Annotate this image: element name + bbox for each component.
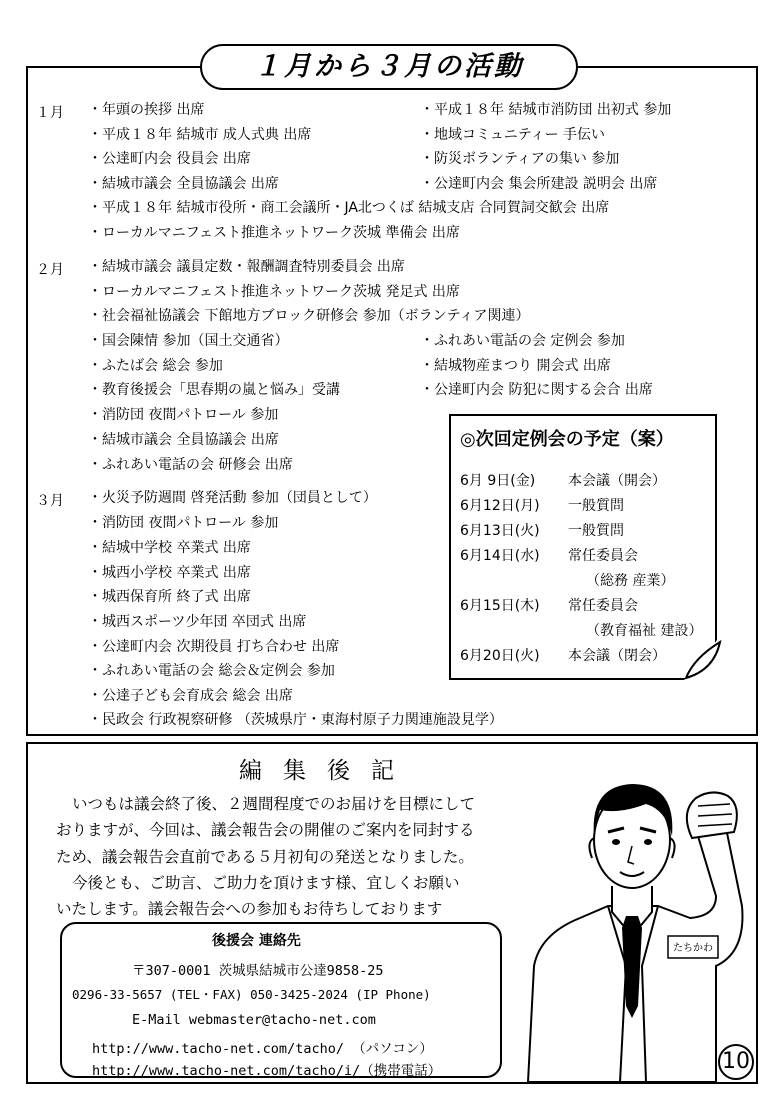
name-tag-text: たちかわ xyxy=(673,943,713,954)
list-item: ・平成１８年 結城市役所・商工会議所・JA北つくば 結城支店 合同賀詞交歓会 出席 xyxy=(88,200,610,216)
schedule-event: 本会議（閉会） xyxy=(568,648,666,664)
list-item: ・地域コミュニティー 手伝い xyxy=(420,127,606,143)
schedule-event: 一般質問 xyxy=(568,498,624,514)
list-item: ・ふれあい電話の会 定例会 参加 xyxy=(420,333,625,349)
schedule-event: 本会議（開会） xyxy=(568,473,666,489)
list-item: ・公達子ども会育成会 総会 出席 xyxy=(88,688,293,704)
list-item: ・ローカルマニフェスト推進ネットワーク茨城 発足式 出席 xyxy=(88,284,460,300)
list-item: ・年頭の挨拶 出席 xyxy=(88,102,205,118)
list-item: ・平成１８年 結城市消防団 出初式 参加 xyxy=(420,102,672,118)
list-item: ・民政会 行政視察研修 （茨城県庁・東海村原子力関連施設見学） xyxy=(88,712,503,728)
schedule-event: （総務 産業） xyxy=(586,573,675,589)
notes-line: いつもは議会終了後、２週間程度でのお届けを目標にして xyxy=(72,795,476,813)
contact-url-pc: http://www.tacho-net.com/tacho/ （パソコン） xyxy=(92,1041,433,1057)
list-item: ・国会陳情 参加（国土交通省） xyxy=(88,333,289,349)
list-item: ・結城中学校 卒業式 出席 xyxy=(88,540,251,556)
notes-line: いたします。議会報告会への参加もお待ちしております xyxy=(56,900,443,918)
notes-line: ため、議会報告会直前である５月初旬の発送となりました。 xyxy=(56,848,474,866)
month-label-mar: ３月 xyxy=(36,493,64,509)
contact-phones: 0296-33-5657 (TEL・FAX) 050-3425-2024 (IP Phone) xyxy=(72,987,431,1002)
list-item: ・城西小学校 卒業式 出席 xyxy=(88,565,251,581)
page-curl-icon xyxy=(684,640,724,684)
man-in-suit-illustration xyxy=(520,766,756,1082)
month-label-feb: ２月 xyxy=(36,262,64,278)
list-item: ・城西保育所 終了式 出席 xyxy=(88,589,251,605)
schedule-date: 6月12日(月) xyxy=(460,498,540,514)
list-item: ・火災予防週間 啓発活動 参加（団員として） xyxy=(88,490,377,506)
schedule-date: 6月 9日(金) xyxy=(460,473,536,489)
schedule-title: ◎次回定例会の予定（案） xyxy=(460,429,674,450)
list-item: ・ふれあい電話の会 研修会 出席 xyxy=(88,457,293,473)
list-item: ・消防団 夜間パトロール 参加 xyxy=(88,407,279,423)
contact-address: 〒307-0001 茨城県結城市公達9858-25 xyxy=(132,963,384,979)
list-item: ・結城市議会 全員協議会 出席 xyxy=(88,176,279,192)
schedule-date: 6月20日(火) xyxy=(460,648,540,664)
schedule-event: （教育福祉 建設） xyxy=(586,623,703,639)
schedule-date: 6月15日(木) xyxy=(460,598,540,614)
list-item: ・結城物産まつり 開会式 出席 xyxy=(420,358,611,374)
contact-url-mobile: http://www.tacho-net.com/tacho/i/（携帯電話） xyxy=(92,1063,442,1079)
notes-line: おりますが、今回は、議会報告会の開催のご案内を同封する xyxy=(56,821,475,839)
month-label-jan: １月 xyxy=(36,105,64,121)
list-item: ・消防団 夜間パトロール 参加 xyxy=(88,515,279,531)
list-item: ・公達町内会 次期役員 打ち合わせ 出席 xyxy=(88,639,340,655)
list-item: ・ふたば会 総会 参加 xyxy=(88,358,223,374)
contact-heading: 後援会 連絡先 xyxy=(212,933,301,949)
schedule-date: 6月14日(水) xyxy=(460,548,540,564)
list-item: ・ふれあい電話の会 総会＆定例会 参加 xyxy=(88,663,335,679)
list-item: ・公達町内会 集会所建設 説明会 出席 xyxy=(420,176,658,192)
schedule-event: 常任委員会 xyxy=(568,548,638,564)
page-number: 10 xyxy=(718,1044,754,1080)
page-title: １月から３月の活動 xyxy=(200,44,578,90)
contact-email: E-Mail webmaster@tacho-net.com xyxy=(132,1012,376,1028)
notes-line: 今後とも、ご助言、ご助力を頂けます様、宜しくお願い xyxy=(72,874,460,892)
notes-title: 編集後記 xyxy=(239,758,415,784)
list-item: ・ローカルマニフェスト推進ネットワーク茨城 準備会 出席 xyxy=(88,225,460,241)
list-item: ・公達町内会 防犯に関する会合 出席 xyxy=(420,382,653,398)
list-item: ・平成１８年 結城市 成人式典 出席 xyxy=(88,127,312,143)
list-item: ・防災ボランティアの集い 参加 xyxy=(420,151,620,167)
schedule-event: 一般質問 xyxy=(568,523,624,539)
list-item: ・社会福祉協議会 下館地方ブロック研修会 参加（ボランティア関連） xyxy=(88,308,530,324)
schedule-event: 常任委員会 xyxy=(568,598,638,614)
list-item: ・城西スポーツ少年団 卒団式 出席 xyxy=(88,614,307,630)
list-item: ・結城市議会 全員協議会 出席 xyxy=(88,432,279,448)
list-item: ・結城市議会 議員定数・報酬調査特別委員会 出席 xyxy=(88,259,405,275)
schedule-date: 6月13日(火) xyxy=(460,523,540,539)
list-item: ・教育後援会「思春期の嵐と悩み」受講 xyxy=(88,382,340,398)
list-item: ・公達町内会 役員会 出席 xyxy=(88,151,251,167)
